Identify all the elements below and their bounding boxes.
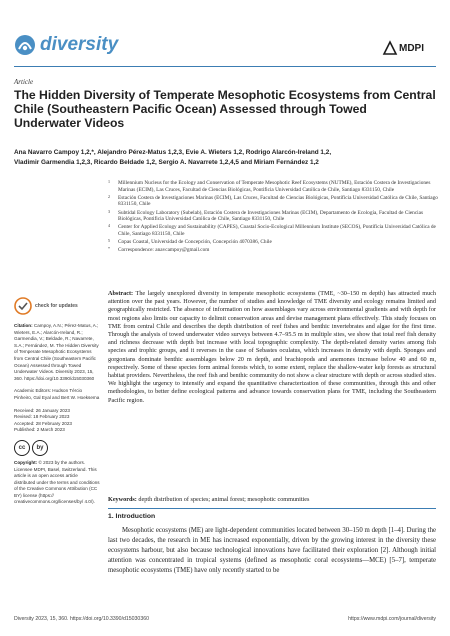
affiliation-text: Copas Coastal, Universidad de Concepción, Concepción 4070386, Chile [118,239,272,246]
affiliation-text: Millennium Nucleus for the Ecology and Conservation of Temperate Mesophotic Reef Ecosystems (NUTME), Estación Costera de Investigaciones Marinas (ECIM), Las Cruces, Facultad de Ciencias Biológicas, Pontificia Universidad Católica de Chile, Santiago 8331150, Chile [118,180,431,193]
keywords-text: depth distribution of species; animal forest; mesophotic communities [138,496,310,503]
affiliation-number: 3 [108,208,110,214]
copyright-text: © 2023 by the authors. Licensee MDPI, Basel, Switzerland. This article is an open access article distributed under the terms and conditions of the Creative Commons Attribution (CC BY) license (https:// creativecommons.org/licenses/by/ 4.0/). [14,459,100,505]
check-updates-icon [14,297,32,315]
abstract [108,290,436,405]
citation [14,323,100,382]
affiliation-number: 2 [108,193,110,199]
by-icon: by [32,440,48,456]
keywords [108,496,436,504]
sidebar [14,297,100,512]
check-updates-button[interactable] [14,297,100,315]
author-line-2: Vladimir Garmendia 1,2,3, Ricardo Beldade 1,2, Sergio A. Navarrete 1,2,4,5 and Miriam Fernández 1,2 [14,159,319,166]
cc-icon: cc [14,440,30,456]
affiliation-item [108,210,438,223]
article-title: The Hidden Diversity of Temperate Mesophotic Ecosystems from Central Chile (Southeastern Pacific Ocean) Assessed through Towed Underwater Videos [14,88,436,130]
affiliation-list [108,180,438,256]
journal-logo[interactable] [14,32,118,58]
correspondence-text: Correspondence: anavcampoy@gmail.com [118,247,210,254]
citation-label: Citation: [14,323,33,328]
affiliation-text: Subtidal Ecology Laboratory (Subelab), Estación Costera de Investigaciones Marinas (ECIM), Departamento de Ecología, Facultad de Ciencias Biológicas, Pontificia Universidad Católica de Chile, Santiago 8331150, Chile [118,209,424,223]
publisher-name: MDPI [399,43,424,54]
abstract-rule [108,508,436,509]
copyright-label: Copyright: [14,459,38,465]
cc-license-badge[interactable] [14,440,100,456]
intro-paragraph: Mesophotic ecosystems (ME) are light-dependent communities located between 30–150 m depth [1–4]. During the last two decades, the research in ME has increased exponentially, driven by the growing interest in the diversity these ecosystems harbour, but also because technological innovations have facilitated their exploration [2]. Although initial attention was concentrated in tropical systems (defined as mesophotic coral ecosystems—MCE) [5–7], temperate mesophotic ecosystems (TME) have only recently started to be [108,527,436,574]
affiliation-item [108,180,438,193]
journal-name: diversity [40,34,119,55]
check-updates-label: check for updates [35,303,78,309]
copyright [14,460,100,506]
affiliation-item [108,224,438,237]
affiliation-number: * [108,246,110,252]
footer-journal-url[interactable]: https://www.mdpi.com/journal/diversity [348,616,436,622]
published-date: Published: 2 March 2023 [14,427,65,433]
affiliation-text: Center for Applied Ecology and Sustainability (CAPES), Coastal Socio-Ecological Millennium Institute (SECOS), Pontificia Universidad Católica de Chile, Santiago 8331150, Chile [118,224,436,237]
article-type: Article [14,78,34,86]
section-heading: 1. Introduction [108,513,156,520]
footer-citation[interactable]: Diversity 2023, 15, 360. https://doi.org/10.3390/d15030360 [14,616,149,622]
affiliation-number: 4 [108,223,110,229]
header-rule [14,66,436,67]
affiliation-number: 5 [108,238,110,244]
abstract-label: Abstract: [108,290,134,297]
received-date: Received: 26 January 2023 [14,407,70,413]
keywords-label: Keywords: [108,496,137,503]
page-footer [14,616,436,622]
affiliation-item [108,239,438,246]
affiliation-item [108,195,438,208]
citation-text: Campoy, A.N.; Pérez-Matus, A.; Wieters, E.A.; Alarcón-Ireland, R.; Garmendia, V.; Beldade, R.; Navarrete, S.A.; Fernández, M. The Hidden Diversity of Temperate Mesophotic Ecosystems from Central Chile (Southeastern Pacific Ocean) Assessed through Towed Underwater Videos. Diversity 2023, 15, 360. https://doi.org/10.3390/d15030360 [14,323,99,381]
author-line-1: Ana Navarro Campoy 1,2,*, Alejandro Pérez-Matus 1,2,3, Evie A. Wieters 1,2, Rodrigo Alarcón-Ireland 1,2, [14,149,332,156]
revised-date: Revised: 18 February 2023 [14,414,70,420]
affiliation-number: 1 [108,179,110,184]
diversity-logo-icon [14,34,36,56]
correspondence[interactable] [108,247,438,254]
abstract-text: The largely unexplored diversity in temperate mesophotic ecosystems (TME, ~30–150 m depth) has attracted much attention over the past years. However, the number of studies and knowledge of TME diversity and ecology remains limited and geographically restricted. The absence of information on how assemblages vary across environmental gradients and with depth for most regions also limits our capacity to delimit conservation areas and devise management plans effectively. This study focuses on TME from central Chile and describes the depth distribution of reef fishes and benthic invertebrates and algae for the first time. Through the analysis of towed underwater video surveys between 4.7–95.5 m in multiple sites, we show that total reef fish density and richness decrease with depth but increase with local topographic complexity. The depth-related density varies among fish species and trophic groups, and it reverses in the case of Sebastes oculatus, which increases in density with depth. Sponges and gorgonians dominate benthic assemblages below 20 m depth, and brachiopods and anemones increase below 40 and 60 m, respectively. Some of these species form animal forests which, to some extent, replace the shallow-water kelp forests as structural habitat providers. Nevertheless, the reef fish and benthic community do not show a clear structure with depth or across studied sites. We highlight the urgency to intensify and expand the quantitative characterization of these communities, through this and other methodologies, to better define ecological patterns and advance towards conservation plans for TME, including the Southeastern Pacific region. [108,290,436,404]
affiliation-text: Estación Costera de Investigaciones Marinas (ECIM), Las Cruces, Facultad de Ciencias Biológicas, Pontificia Universidad Católica de Chile, Santiago 8331150, Chile [118,194,438,208]
academic-editors: Academic Editors: Hudson Tércio Pinheiro, Gal Eyal and Bert W. Hoeksema [14,388,100,400]
accepted-date: Accepted: 28 February 2023 [14,420,72,426]
author-list [14,148,436,168]
